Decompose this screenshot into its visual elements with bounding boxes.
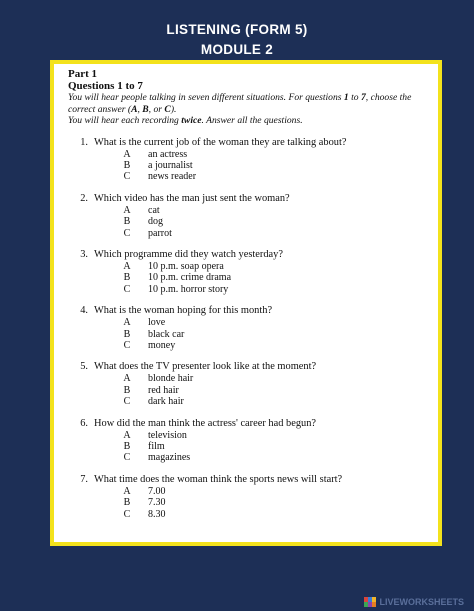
option-text: money <box>148 339 176 351</box>
instruction-text: You will hear people talking in seven different situations. For questions <box>68 92 344 103</box>
instruction-text: , or <box>148 103 165 115</box>
question-number: 1. <box>80 136 88 148</box>
option-letter: A <box>123 485 131 497</box>
answer-option[interactable] <box>68 452 430 463</box>
question-item <box>68 474 430 520</box>
part-heading: Part 1 <box>68 68 98 80</box>
question-text: What time does the woman think the sports news will start? <box>94 473 343 485</box>
option-text: 10 p.m. horror story <box>148 283 229 295</box>
instruction-text: You will hear each recording <box>68 115 182 126</box>
question-item <box>68 137 430 183</box>
question-line <box>68 137 430 149</box>
question-item <box>68 361 430 407</box>
page-header <box>0 20 474 60</box>
option-letter: B <box>123 216 131 228</box>
instruction-text: . Answer all the questions. <box>201 115 303 126</box>
option-letter: B <box>123 328 131 340</box>
question-list <box>68 137 430 521</box>
question-number: 3. <box>80 248 88 260</box>
option-letter: C <box>123 396 131 408</box>
option-text: love <box>148 317 166 329</box>
question-number: 6. <box>80 417 88 429</box>
option-text: parrot <box>148 227 172 239</box>
question-number: 5. <box>80 361 88 373</box>
questions-range-heading: Questions 1 to 7 <box>68 80 143 92</box>
option-letter: C <box>123 283 131 295</box>
option-text: 7.00 <box>148 485 166 497</box>
option-text: cat <box>148 204 160 216</box>
answer-option[interactable] <box>68 340 430 351</box>
instruction-bold: twice <box>181 115 202 126</box>
question-item <box>68 249 430 295</box>
instruction-text: , choose the correct answer ( <box>68 92 412 115</box>
option-text: 10 p.m. crime drama <box>148 272 232 284</box>
option-text: dog <box>148 216 163 228</box>
option-text: an actress <box>148 148 188 160</box>
question-line <box>68 305 430 317</box>
option-letter: A <box>123 373 131 385</box>
question-text: What does the TV presenter look like at the moment? <box>94 361 317 373</box>
option-text: blonde hair <box>148 373 194 385</box>
answer-option[interactable] <box>68 441 430 452</box>
question-item <box>68 418 430 464</box>
instruction-bold: A <box>131 103 138 115</box>
answer-option[interactable] <box>68 160 430 171</box>
option-letter: C <box>123 227 131 239</box>
option-letter: B <box>123 441 131 452</box>
page-subtitle: MODULE 2 <box>200 42 274 57</box>
question-text: What is the current job of the woman they are talking about? <box>94 136 347 148</box>
option-text: 8.30 <box>148 508 166 520</box>
answer-option[interactable] <box>68 171 430 182</box>
question-text: Which programme did they watch yesterday? <box>94 248 283 260</box>
question-item <box>68 305 430 351</box>
answer-option[interactable] <box>68 497 430 508</box>
instruction-bold: B <box>142 103 149 115</box>
instruction-text: , <box>137 103 143 115</box>
option-text: dark hair <box>148 396 184 408</box>
answer-option[interactable] <box>68 205 430 216</box>
page-title: LISTENING (FORM 5) <box>166 22 308 37</box>
answer-option[interactable] <box>68 216 430 227</box>
instruction-text: ). <box>170 103 177 115</box>
option-letter: B <box>123 497 131 509</box>
question-number: 7. <box>80 473 88 485</box>
option-letter: B <box>123 384 131 396</box>
option-letter: C <box>123 452 131 464</box>
option-letter: B <box>123 159 131 171</box>
answer-option[interactable] <box>68 272 430 283</box>
logo-text: LIVEWORKSHEETS <box>379 597 464 607</box>
question-line <box>68 418 430 430</box>
answer-option[interactable] <box>68 486 430 497</box>
question-line <box>68 249 430 261</box>
question-number: 2. <box>80 192 88 204</box>
instruction-line-1 <box>68 92 430 115</box>
question-line <box>68 474 430 486</box>
worksheet-content <box>68 68 430 530</box>
answer-option[interactable] <box>68 509 430 520</box>
worksheet <box>50 60 442 546</box>
option-text: red hair <box>148 384 179 396</box>
instruction-bold: 7 <box>360 92 366 103</box>
answer-option[interactable] <box>68 329 430 340</box>
answer-option[interactable] <box>68 317 430 328</box>
option-text: film <box>148 441 165 452</box>
instruction-bold: C <box>164 103 171 115</box>
liveworksheets-logo-icon <box>364 597 376 607</box>
instruction-bold: 1 <box>343 92 349 103</box>
option-letter: B <box>123 272 131 284</box>
question-item <box>68 193 430 239</box>
answer-option[interactable] <box>68 396 430 407</box>
option-letter: A <box>123 148 131 160</box>
brand-logo <box>364 597 464 607</box>
option-letter: C <box>123 508 131 520</box>
question-text: Which video has the man just sent the woman? <box>94 192 290 204</box>
answer-option[interactable] <box>68 373 430 384</box>
answer-option[interactable] <box>68 149 430 160</box>
option-text: magazines <box>148 452 191 464</box>
instruction-line-2 <box>68 115 430 127</box>
option-letter: A <box>123 204 131 216</box>
option-text: television <box>148 429 187 441</box>
answer-option[interactable] <box>68 228 430 239</box>
option-text: 10 p.m. soap opera <box>148 260 224 272</box>
question-line <box>68 193 430 205</box>
answer-option[interactable] <box>68 385 430 396</box>
option-letter: A <box>123 317 131 329</box>
option-letter: C <box>123 339 131 351</box>
answer-option[interactable] <box>68 430 430 441</box>
option-letter: C <box>123 171 131 183</box>
option-text: news reader <box>148 171 197 183</box>
option-text: 7.30 <box>148 497 166 509</box>
option-text: black car <box>148 328 185 340</box>
answer-option[interactable] <box>68 261 430 272</box>
answer-option[interactable] <box>68 284 430 295</box>
question-line <box>68 361 430 373</box>
instruction-text: to <box>348 92 361 103</box>
option-letter: A <box>123 260 131 272</box>
question-text: How did the man think the actress' career had begun? <box>94 417 317 429</box>
option-text: a journalist <box>148 159 193 171</box>
question-number: 4. <box>80 305 88 317</box>
question-text: What is the woman hoping for this month? <box>94 305 273 317</box>
option-letter: A <box>123 429 131 441</box>
